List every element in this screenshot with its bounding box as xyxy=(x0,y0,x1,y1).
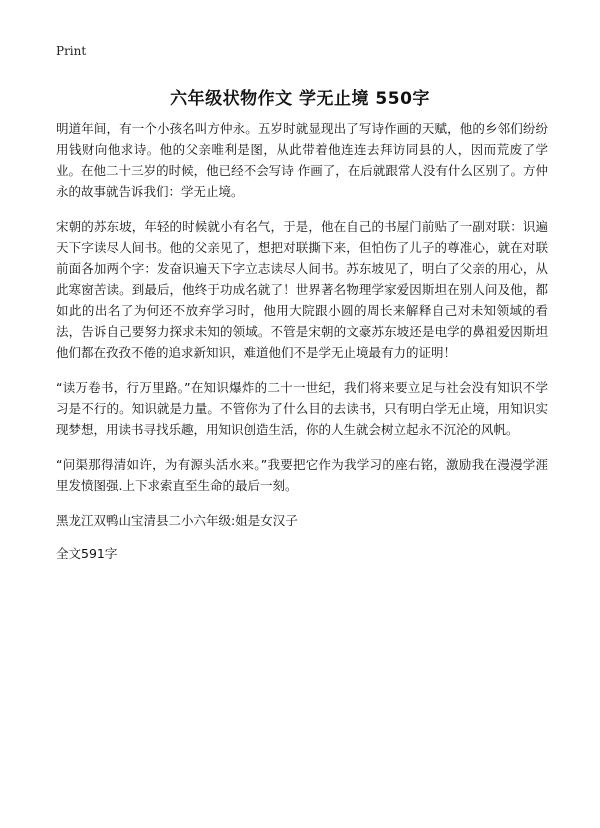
paragraph-motto: “问渠那得清如许，为有源头活水来。”我要把它作为我学习的座右铭，激励我在漫漫学涯里发愤图强.上下求索直至生命的最后一刻。 xyxy=(56,457,548,493)
article-title: 六年级状物作文 学无止境 550字 xyxy=(170,89,430,109)
print-link[interactable]: Print xyxy=(56,44,87,58)
paragraph-fang-zhongyong: 明道年间，有一个小孩名叫方仲永。五岁时就显现出了写诗作画的天赋，他的乡邻们纷纷用钱财向他求诗。他的父亲唯利是图，从此带着他连连去拜访同县的人，因而荒废了学业。在他二十三岁的时候，他已经不会写诗 作画了，在后就跟常人没有什么区别了。方仲永的故事就告诉我们：学无止境。 xyxy=(56,121,548,199)
author-line: 黑龙江双鸭山宝清县二小六年级:姐是女汉子 xyxy=(56,513,298,528)
paragraph-knowledge-era: “读万卷书，行万里路。”在知识爆炸的二十一世纪，我们将来要立足与社会没有知识不学习是不行的。知识就是力量。不管你为了什么目的去读书，只有明白学无止境，用知识实现梦想，用读书寻找乐趣，用知识创造生活，你的人生就会树立起永不沉沦的风帆。 xyxy=(56,380,548,437)
article-body xyxy=(56,118,548,578)
word-count: 全文591字 xyxy=(56,546,118,561)
paragraph-su-dongpo: 宋朝的苏东坡，年轻的时候就小有名气，于是，他在自己的书屋门前贴了一副对联：识遍天下字读尽人间书。他的父亲见了，想把对联撕下来，但怕伤了儿子的尊准心，就在对联前面各加两个字：发奋识遍天下字立志读尽人间书。苏东坡见了，明白了父亲的用心，从此寒窗苦读。到最后，他终于功成名就了！世界著名物理学家爱因斯坦在别人问及他，都如此的出名了为何还不放弃学习时，他用大院跟小圆的周长来解释自己对未知领域的看法，告诉自己要努力探求未知的领域。不管是宋朝的文豪苏东坡还是电学的鼻祖爱因斯坦他们都在孜孜不倦的追求新知识，难道他们不是学无止境最有力的证明！ xyxy=(56,219,548,360)
